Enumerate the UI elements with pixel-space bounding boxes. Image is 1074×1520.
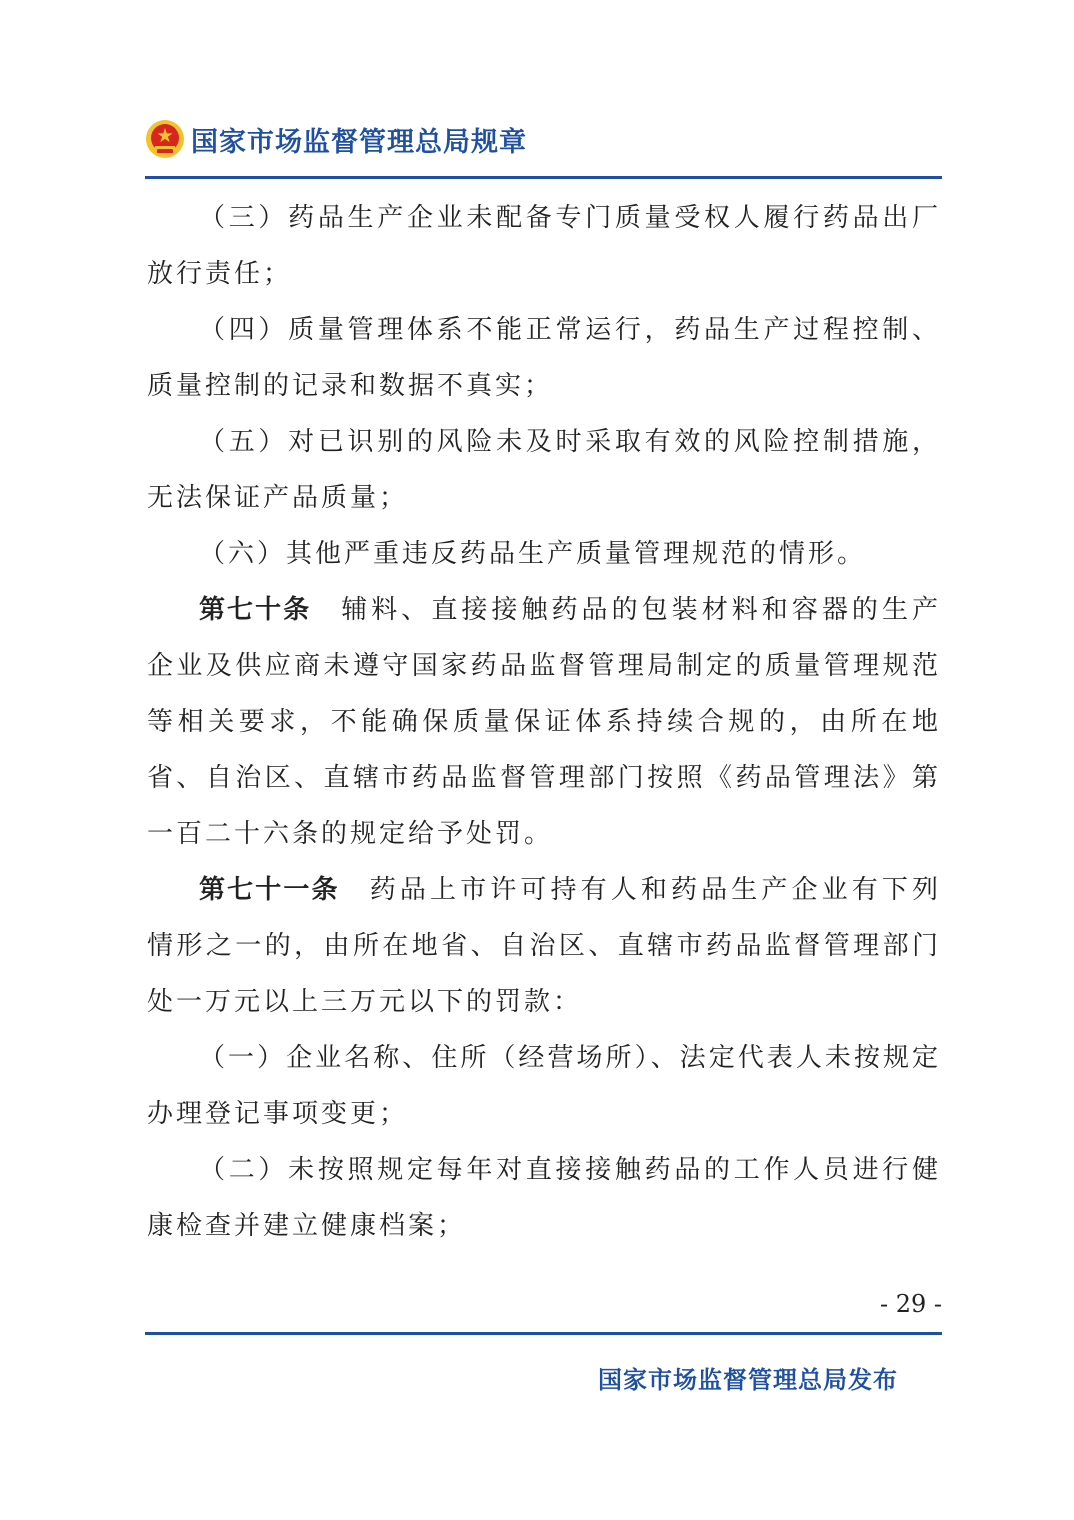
paragraph-item-4: （四）质量管理体系不能正常运行，药品生产过程控制、质量控制的记录和数据不真实； <box>147 315 941 401</box>
paragraph-item-2: （二）未按照规定每年对直接接触药品的工作人员进行健康检查并建立健康档案； <box>147 1155 941 1241</box>
document-body <box>147 190 941 1254</box>
footer-divider <box>145 1332 942 1335</box>
page-header <box>145 116 942 162</box>
header-divider <box>145 176 942 179</box>
paragraph-item-3: （三）药品生产企业未配备专门质量受权人履行药品出厂放行责任； <box>147 203 941 289</box>
article-70-heading: 第七十条 <box>199 595 312 625</box>
article-71: 第七十一条 药品上市许可持有人和药品生产企业有下列情形之一的，由所在地省、自治区、直辖市药品监督管理部门处一万元以上三万元以下的罚款： <box>147 875 941 1017</box>
paragraph-item-5: （五）对已识别的风险未及时采取有效的风险控制措施，无法保证产品质量； <box>147 427 941 513</box>
header-title: 国家市场监督管理总局规章 <box>191 126 527 158</box>
article-70: 第七十条 辅料、直接接触药品的包装材料和容器的生产企业及供应商未遵守国家药品监督管理局制定的质量管理规范等相关要求，不能确保质量保证体系持续合规的，由所在地省、自治区、直辖市药品监督管理部门按照《药品管理法》第一百二十六条的规定给予处罚。 <box>147 595 941 849</box>
paragraph-item-1: （一）企业名称、住所（经营场所）、法定代表人未按规定办理登记事项变更； <box>147 1043 941 1129</box>
article-71-heading: 第七十一条 <box>199 875 340 905</box>
footer-publisher: 国家市场监督管理总局发布 <box>598 1366 898 1394</box>
national-emblem-icon <box>145 119 185 159</box>
page-number: - 29 - <box>879 1290 942 1318</box>
paragraph-item-6: （六）其他严重违反药品生产质量管理规范的情形。 <box>199 539 867 569</box>
